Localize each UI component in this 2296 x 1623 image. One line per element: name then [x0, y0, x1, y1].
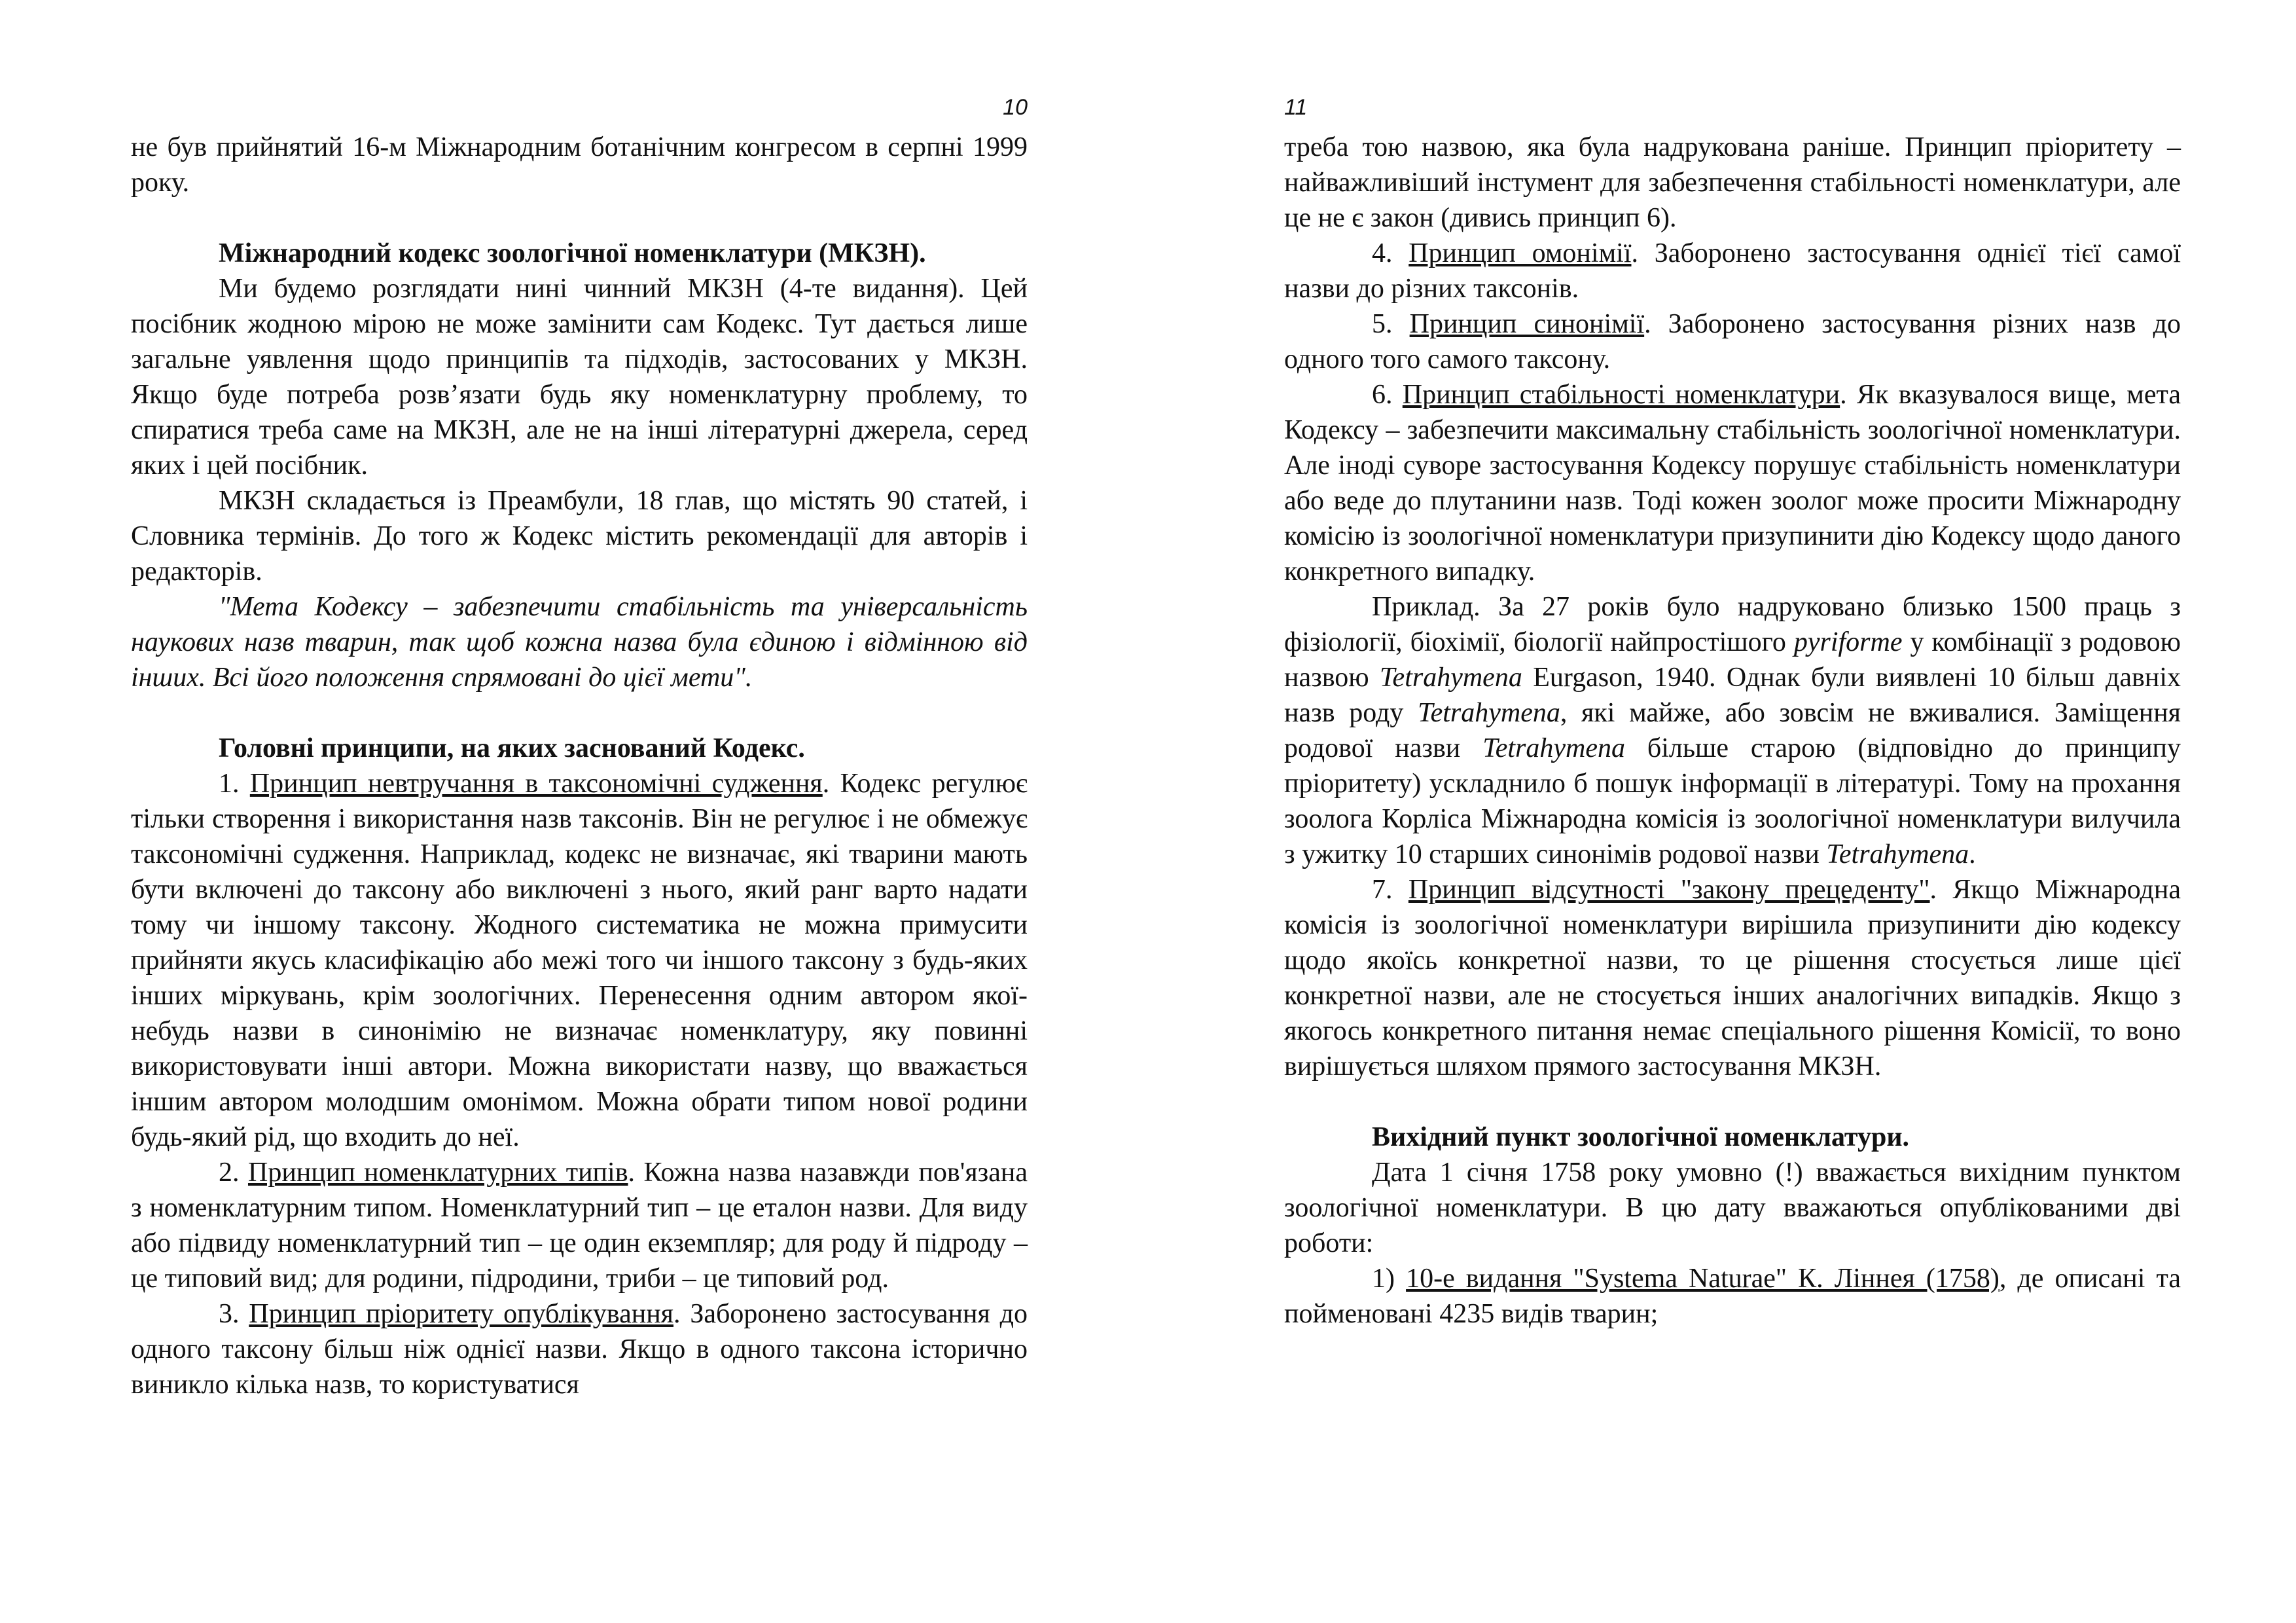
structure-paragraph: МКЗН складається із Преамбули, 18 глав, що містять 90 статей, і Словника термінів. До того ж Кодекс містить рекомендації для авторів і редакторів. — [131, 486, 1028, 587]
right-page — [1284, 0, 2181, 1623]
example-text-6: . — [1969, 839, 1976, 869]
principle-4-text: . Заборонено застосування однієї тієї самої назви до різних таксонів. — [1284, 238, 2181, 304]
right-page-content — [1284, 130, 2181, 1332]
principle-6-title: Принцип стабільності номенклатури — [1402, 380, 1840, 410]
principle-3-continuation: треба тою назвою, яка була надрукована раніше. Принцип пріоритету – найважливіший інстумент для забезпечення стабільності номенклатури, але це не є закон (дивись принцип 6). — [1284, 132, 2181, 233]
principle-5-number: 5. — [1372, 309, 1393, 339]
page-number-left: 10 — [1003, 95, 1028, 120]
page-number-right: 11 — [1284, 95, 1308, 120]
principle-1-title: Принцип невтручання в таксономічні судження — [249, 769, 823, 799]
example-text-5: більше старою (відповідно до принципу пріоритету) ускладнило б пошук інформації в літературі. Тому на прохання зоолога Корліса Міжнародна комісія із зоологічної номенклатури вилучила з ужитку 10 старших синонімів родової назви — [1284, 733, 2181, 869]
work-1-number: 1) — [1372, 1264, 1395, 1294]
work-1-text: , де описані та пойменовані 4235 видів тварин; — [1284, 1264, 2181, 1329]
work-1-title: 10-е видання "Systema Naturae" К. Ліннея (1758) — [1406, 1264, 2000, 1294]
principle-1-number: 1. — [219, 769, 240, 799]
principles-heading: Головні принципи, на яких заснований Кодекс. — [219, 733, 805, 763]
principle-6-text: . Як вказувалося вище, мета Кодексу – забезпечити максимальну стабільність зоологічної номенклатури. Але іноді суворе застосування Кодексу порушує стабільність номенклатури або веде до плутанини назв. Тоді кожен зоолог може просити Міжнародну комісію із зоологічної номенклатури призупинити дію Кодексу щодо даного конкретного випадку. — [1284, 380, 2181, 587]
principle-2-number: 2. — [219, 1158, 240, 1188]
principle-5-text: . Заборонено застосування різних назв до одного того самого таксону. — [1284, 309, 2181, 374]
principle-1-text: . Кодекс регулює тільки створення і використання назв таксонів. Він не регулює і не обмежує таксономічні судження. Наприклад, кодекс не визначає, які тварини мають бути включені до таксону або виключені з нього, який ранг варто надати тому чи іншому таксону. Жодного систематика не можна примусити прийняти якусь класифікацію або межі того чи іншого таксону з будь-яких інших міркувань, крім зоологічних. Перенесення одним автором якої-небудь назви в синонімію не визначає номенклатуру, яку повинні використовувати інші автори. Можна використати назву, що вважається іншим автором молодшим омонімом. Можна обрати типом нової родини будь-який рід, що входить до неї. — [131, 769, 1028, 1152]
example-text-1: Приклад. За 27 років було надруковано близько 1500 праць з фізіології, біохімії, біології найпростішого — [1284, 592, 2181, 657]
genus-name: Tetrahymena — [1380, 663, 1522, 693]
principle-7-number: 7. — [1372, 875, 1393, 905]
principle-7-text: . Якщо Міжнародна комісія із зоологічної номенклатури вирішила призупинити дію кодексу щодо якоїсь конкретної назви, то це рішення стосується лише цієї конкретної назви, але не стосується інших аналогічних випадків. Якщо з якогось конкретного питання немає спеціального рішення Комісії, то воно вирішується шляхом прямого застосування МКЗН. — [1284, 875, 2181, 1082]
principle-3 — [131, 1296, 1028, 1402]
left-page-content — [131, 130, 1028, 1402]
principle-4-number: 4. — [1372, 238, 1393, 268]
work-1 — [1284, 1261, 2181, 1332]
principle-7-title: Принцип відсутності "закону прецеденту" — [1408, 875, 1930, 905]
code-goal-quote: "Мета Кодексу – забезпечити стабільність та універсальність наукових назв тварин, так щоб кожна назва була єдиною і відмінною від інших. Всі його положення спрямовані до цієї мети". — [131, 592, 1028, 693]
principle-2 — [131, 1155, 1028, 1296]
starting-point-heading: Вихідний пункт зоологічної номенклатури. — [1372, 1122, 1910, 1152]
genus-name: Tetrahymena — [1418, 698, 1560, 728]
principle-7 — [1284, 872, 2181, 1084]
genus-name: Tetrahymena — [1482, 733, 1625, 763]
principle-3-text: . Заборонено застосування до одного таксону більш ніж однієї назви. Якщо в одного таксона історично виникло кілька назв, то користуватися — [131, 1299, 1028, 1400]
example-text-4: , які майже, або зовсім не вживалися. Заміщення родової назви — [1284, 698, 2181, 763]
principle-5-title: Принцип синонімії — [1409, 309, 1645, 339]
example-paragraph — [1284, 589, 2181, 872]
starting-point-paragraph: Дата 1 січня 1758 року умовно (!) вважається вихідним пунктом зоологічної номенклатури. В цю дату вважаються опублікованими дві роботи: — [1284, 1158, 2181, 1258]
species-name: pyriforme — [1793, 627, 1903, 657]
principle-4-title: Принцип омонімії — [1408, 238, 1632, 268]
principle-3-number: 3. — [219, 1299, 240, 1329]
left-page — [131, 0, 1028, 1623]
principle-2-text: . Кожна назва назавжди пов'язана з номенклатурним типом. Номенклатурний тип – це еталон назви. Для виду або підвиду номенклатурний тип – це один екземпляр; для роду й підроду – це типовий вид; для родини, підродини, триби – це типовий род. — [131, 1158, 1028, 1294]
principle-1 — [131, 766, 1028, 1155]
principle-4 — [1284, 236, 2181, 306]
example-text-3: Eurgason, 1940. Однак були виявлені 10 більш давніх назв роду — [1284, 663, 2181, 728]
example-text-2: у комбінації з родовою назвою — [1284, 627, 2181, 693]
principle-6-number: 6. — [1372, 380, 1393, 410]
intro-paragraph: не був прийнятий 16-м Міжнародним ботанічним конгресом в серпні 1999 року. — [131, 132, 1028, 198]
principle-3-title: Принцип пріоритету опублікування — [249, 1299, 673, 1329]
principle-6 — [1284, 377, 2181, 589]
mkzn-paragraph: Ми будемо розглядати нині чинний МКЗН (4-те видання). Цей посібник жодною мірою не може замінити сам Кодекс. Тут дається лише загальне уявлення щодо принципів та підходів, застосованих у МКЗН. Якщо буде потреба розв’язати будь яку номенклатурну проблему, то спиратися треба саме на МКЗН, але не на інші літературні джерела, серед яких і цей посібник. — [131, 274, 1028, 481]
genus-name: Tetrahymena — [1826, 839, 1969, 869]
principle-2-title: Принцип номенклатурних типів — [247, 1158, 628, 1188]
principle-5 — [1284, 306, 2181, 377]
mkzn-heading: Міжнародний кодекс зоологічної номенклатури (МКЗН). — [219, 238, 926, 268]
